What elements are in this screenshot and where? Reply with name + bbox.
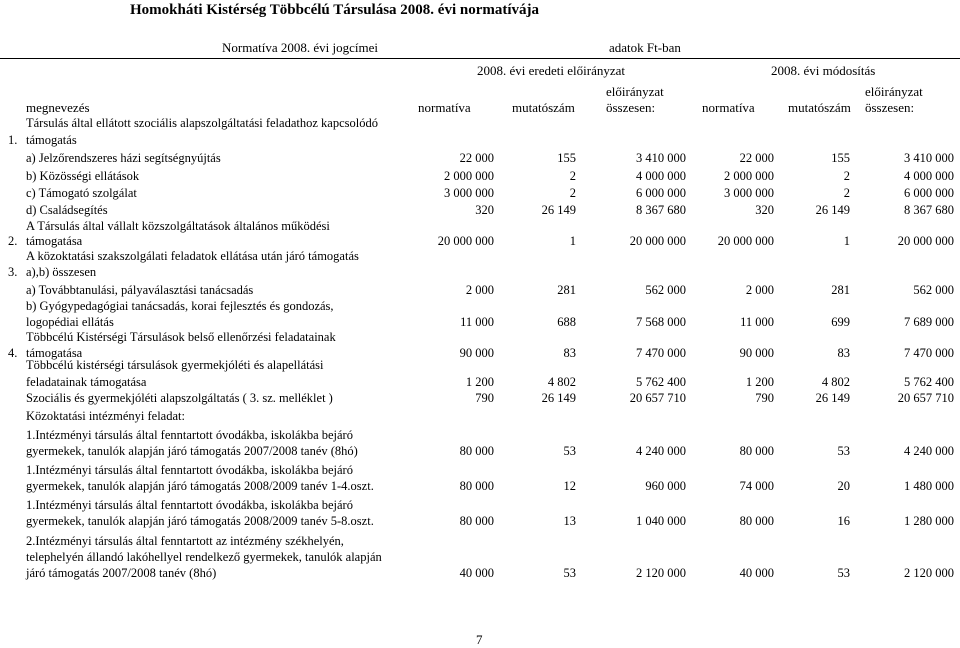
cell-orig-total: 7 568 000 (636, 315, 686, 329)
cell-mod-norm: 790 (755, 391, 774, 405)
row-label-line: logopédiai ellátás (26, 315, 114, 329)
row-label-line: d) Családsegítés (26, 203, 108, 217)
cell-orig-norm: 90 000 (459, 346, 494, 360)
cell-orig-total: 3 410 000 (636, 151, 686, 165)
cell-orig-total: 562 000 (645, 283, 686, 297)
row-label-line: A közoktatási szakszolgálati feladatok ellátása után járó támogatás (26, 249, 359, 263)
row-label-line: Közoktatási intézményi feladat: (26, 409, 185, 423)
row-label-line: Társulás által ellátott szociális alapszolgáltatási feladathoz kapcsolódó (26, 116, 378, 130)
header-top-rule (0, 58, 960, 59)
cell-mod-total: 7 470 000 (904, 346, 954, 360)
row-label-line: gyermekek, tanulók alapján járó támogatás 2008/2009 tanév 5-8.oszt. (26, 514, 374, 528)
cell-orig-norm: 790 (475, 391, 494, 405)
cell-orig-total: 4 240 000 (636, 444, 686, 458)
row-label-line: járó támogatás 2007/2008 tanév (8hó) (26, 566, 217, 580)
cell-mod-norm: 1 200 (745, 375, 774, 389)
cell-orig-count: 26 149 (541, 203, 576, 217)
cell-mod-norm: 80 000 (739, 444, 774, 458)
cell-mod-count: 53 (837, 566, 850, 580)
cell-orig-norm: 20 000 000 (437, 234, 494, 248)
col-total-header-1b: összesen: (606, 100, 656, 115)
cell-orig-norm: 22 000 (459, 151, 494, 165)
row-number: 2. (8, 234, 18, 248)
document-title: Homokháti Kistérség Többcélú Társulása 2008. évi normatívája (130, 2, 540, 18)
cell-orig-total: 20 657 710 (629, 391, 686, 405)
row-label-line: gyermekek, tanulók alapján járó támogatás 2008/2009 tanév 1-4.oszt. (26, 479, 374, 493)
row-label-line: a) Továbbtanulási, pályaválasztási tanácsadás (26, 283, 254, 297)
cell-orig-total: 8 367 680 (636, 203, 686, 217)
col-total-header-1a: előirányzat (606, 84, 664, 99)
row-label-line: 1.Intézményi társulás által fenntartott óvodákba, iskolákba bejáró (26, 463, 353, 477)
original-estimate-header: 2008. évi eredeti előirányzat (477, 63, 625, 78)
cell-mod-norm: 74 000 (739, 479, 774, 493)
row-label-line: 1.Intézményi társulás által fenntartott óvodákba, iskolákba bejáró (26, 498, 353, 512)
row-number: 1. (8, 133, 18, 147)
cell-orig-total: 5 762 400 (636, 375, 686, 389)
cell-orig-count: 53 (563, 566, 576, 580)
cell-mod-norm: 20 000 000 (717, 234, 774, 248)
cell-mod-count: 26 149 (815, 391, 850, 405)
row-label-line: b) Közösségi ellátások (26, 169, 140, 183)
col-total-header-2a: előirányzat (865, 84, 923, 99)
cell-mod-count: 699 (831, 315, 850, 329)
col-norm-header-2: normatíva (702, 100, 755, 115)
cell-orig-total: 960 000 (645, 479, 686, 493)
row-label-line: támogatása (26, 234, 83, 248)
cell-mod-count: 26 149 (815, 203, 850, 217)
row-label-line: gyermekek, tanulók alapján járó támogatás 2007/2008 tanév (8hó) (26, 444, 358, 458)
cell-mod-count: 20 (837, 479, 850, 493)
cell-mod-count: 83 (837, 346, 850, 360)
cell-mod-total: 5 762 400 (904, 375, 954, 389)
cell-orig-count: 155 (557, 151, 576, 165)
cell-mod-total: 7 689 000 (904, 315, 954, 329)
cell-mod-norm: 22 000 (739, 151, 774, 165)
cell-orig-count: 688 (557, 315, 576, 329)
cell-mod-total: 1 280 000 (904, 514, 954, 528)
cell-orig-norm: 80 000 (459, 514, 494, 528)
cell-orig-norm: 2 000 (465, 283, 494, 297)
cell-mod-count: 2 (843, 169, 850, 183)
cell-mod-norm: 11 000 (740, 315, 774, 329)
page-number: 7 (476, 632, 483, 647)
cell-orig-norm: 2 000 000 (444, 169, 494, 183)
cell-mod-total: 1 480 000 (904, 479, 954, 493)
cell-mod-count: 53 (837, 444, 850, 458)
cell-mod-total: 6 000 000 (904, 186, 954, 200)
cell-orig-count: 12 (563, 479, 576, 493)
row-label-line: támogatása (26, 346, 83, 360)
row-label-line: 1.Intézményi társulás által fenntartott óvodákba, iskolákba bejáró (26, 428, 353, 442)
cell-orig-norm: 40 000 (459, 566, 494, 580)
cell-orig-count: 83 (563, 346, 576, 360)
cell-mod-total: 562 000 (913, 283, 954, 297)
cell-orig-norm: 1 200 (465, 375, 494, 389)
cell-orig-norm: 11 000 (460, 315, 494, 329)
col-count-header-1: mutatószám (512, 100, 575, 115)
cell-mod-count: 2 (843, 186, 850, 200)
cell-mod-count: 4 802 (821, 375, 850, 389)
cell-orig-count: 2 (569, 169, 576, 183)
cell-orig-norm: 3 000 000 (444, 186, 494, 200)
cell-orig-total: 20 000 000 (629, 234, 686, 248)
cell-orig-total: 6 000 000 (636, 186, 686, 200)
row-label-line: támogatás (26, 133, 77, 147)
row-number: 4. (8, 346, 18, 360)
cell-mod-norm: 40 000 (739, 566, 774, 580)
cell-mod-norm: 2 000 (745, 283, 774, 297)
cell-mod-count: 1 (843, 234, 850, 248)
modified-estimate-header: 2008. évi módosítás (771, 63, 876, 78)
cell-orig-count: 26 149 (541, 391, 576, 405)
cell-mod-count: 281 (831, 283, 850, 297)
cell-orig-norm: 320 (475, 203, 494, 217)
cell-orig-total: 1 040 000 (636, 514, 686, 528)
cell-mod-total: 20 000 000 (897, 234, 954, 248)
row-number: 3. (8, 265, 18, 279)
cell-mod-norm: 80 000 (739, 514, 774, 528)
cell-orig-count: 2 (569, 186, 576, 200)
cell-mod-total: 8 367 680 (904, 203, 954, 217)
row-label-line: Szociális és gyermekjóléti alapszolgáltatás ( 3. sz. melléklet ) (26, 391, 333, 405)
cell-orig-count: 281 (557, 283, 576, 297)
col-count-header-2: mutatószám (788, 100, 851, 115)
cell-mod-total: 4 240 000 (904, 444, 954, 458)
cell-orig-norm: 80 000 (459, 444, 494, 458)
cell-mod-total: 4 000 000 (904, 169, 954, 183)
row-label-line: Többcélú Kistérségi Társulások belső ellenőrzési feladatainak (26, 330, 336, 344)
row-label-line: feladatainak támogatása (26, 375, 147, 389)
row-label-line: a) Jelzőrendszeres házi segítségnyújtás (26, 151, 221, 165)
col-total-header-2b: összesen: (865, 100, 915, 115)
row-label-line: A Társulás által vállalt közszolgáltatások általános működési (26, 219, 330, 233)
col-norm-header-1: normatíva (418, 100, 471, 115)
cell-mod-total: 3 410 000 (904, 151, 954, 165)
cell-mod-norm: 320 (755, 203, 774, 217)
row-label-line: 2.Intézményi társulás által fenntartott az intézmény székhelyén, (26, 534, 344, 548)
currency-note: adatok Ft-ban (609, 40, 681, 55)
cell-orig-total: 4 000 000 (636, 169, 686, 183)
cell-orig-norm: 80 000 (459, 479, 494, 493)
cell-orig-count: 1 (569, 234, 576, 248)
cell-mod-count: 16 (837, 514, 850, 528)
cell-mod-count: 155 (831, 151, 850, 165)
cell-orig-count: 13 (563, 514, 576, 528)
row-label-line: b) Gyógypedagógiai tanácsadás, korai fejlesztés és gondozás, (26, 299, 334, 313)
row-label-line: Többcélú kistérségi társulások gyermekjóléti és alapellátási (26, 358, 324, 372)
cell-mod-norm: 2 000 000 (724, 169, 774, 183)
cell-mod-norm: 3 000 000 (724, 186, 774, 200)
cell-orig-count: 4 802 (547, 375, 576, 389)
cell-orig-count: 53 (563, 444, 576, 458)
cell-mod-total: 2 120 000 (904, 566, 954, 580)
cell-orig-total: 2 120 000 (636, 566, 686, 580)
col-name-header: megnevezés (26, 100, 90, 115)
cell-mod-norm: 90 000 (739, 346, 774, 360)
cell-mod-total: 20 657 710 (897, 391, 954, 405)
row-label-line: a),b) összesen (26, 265, 97, 279)
legal-titles-header: Normatíva 2008. évi jogcímei (222, 40, 378, 55)
row-label-line: c) Támogató szolgálat (26, 186, 137, 200)
row-label-line: telephelyén állandó lakóhellyel rendelkező gyermekek, tanulók alapján (26, 550, 382, 564)
cell-orig-total: 7 470 000 (636, 346, 686, 360)
